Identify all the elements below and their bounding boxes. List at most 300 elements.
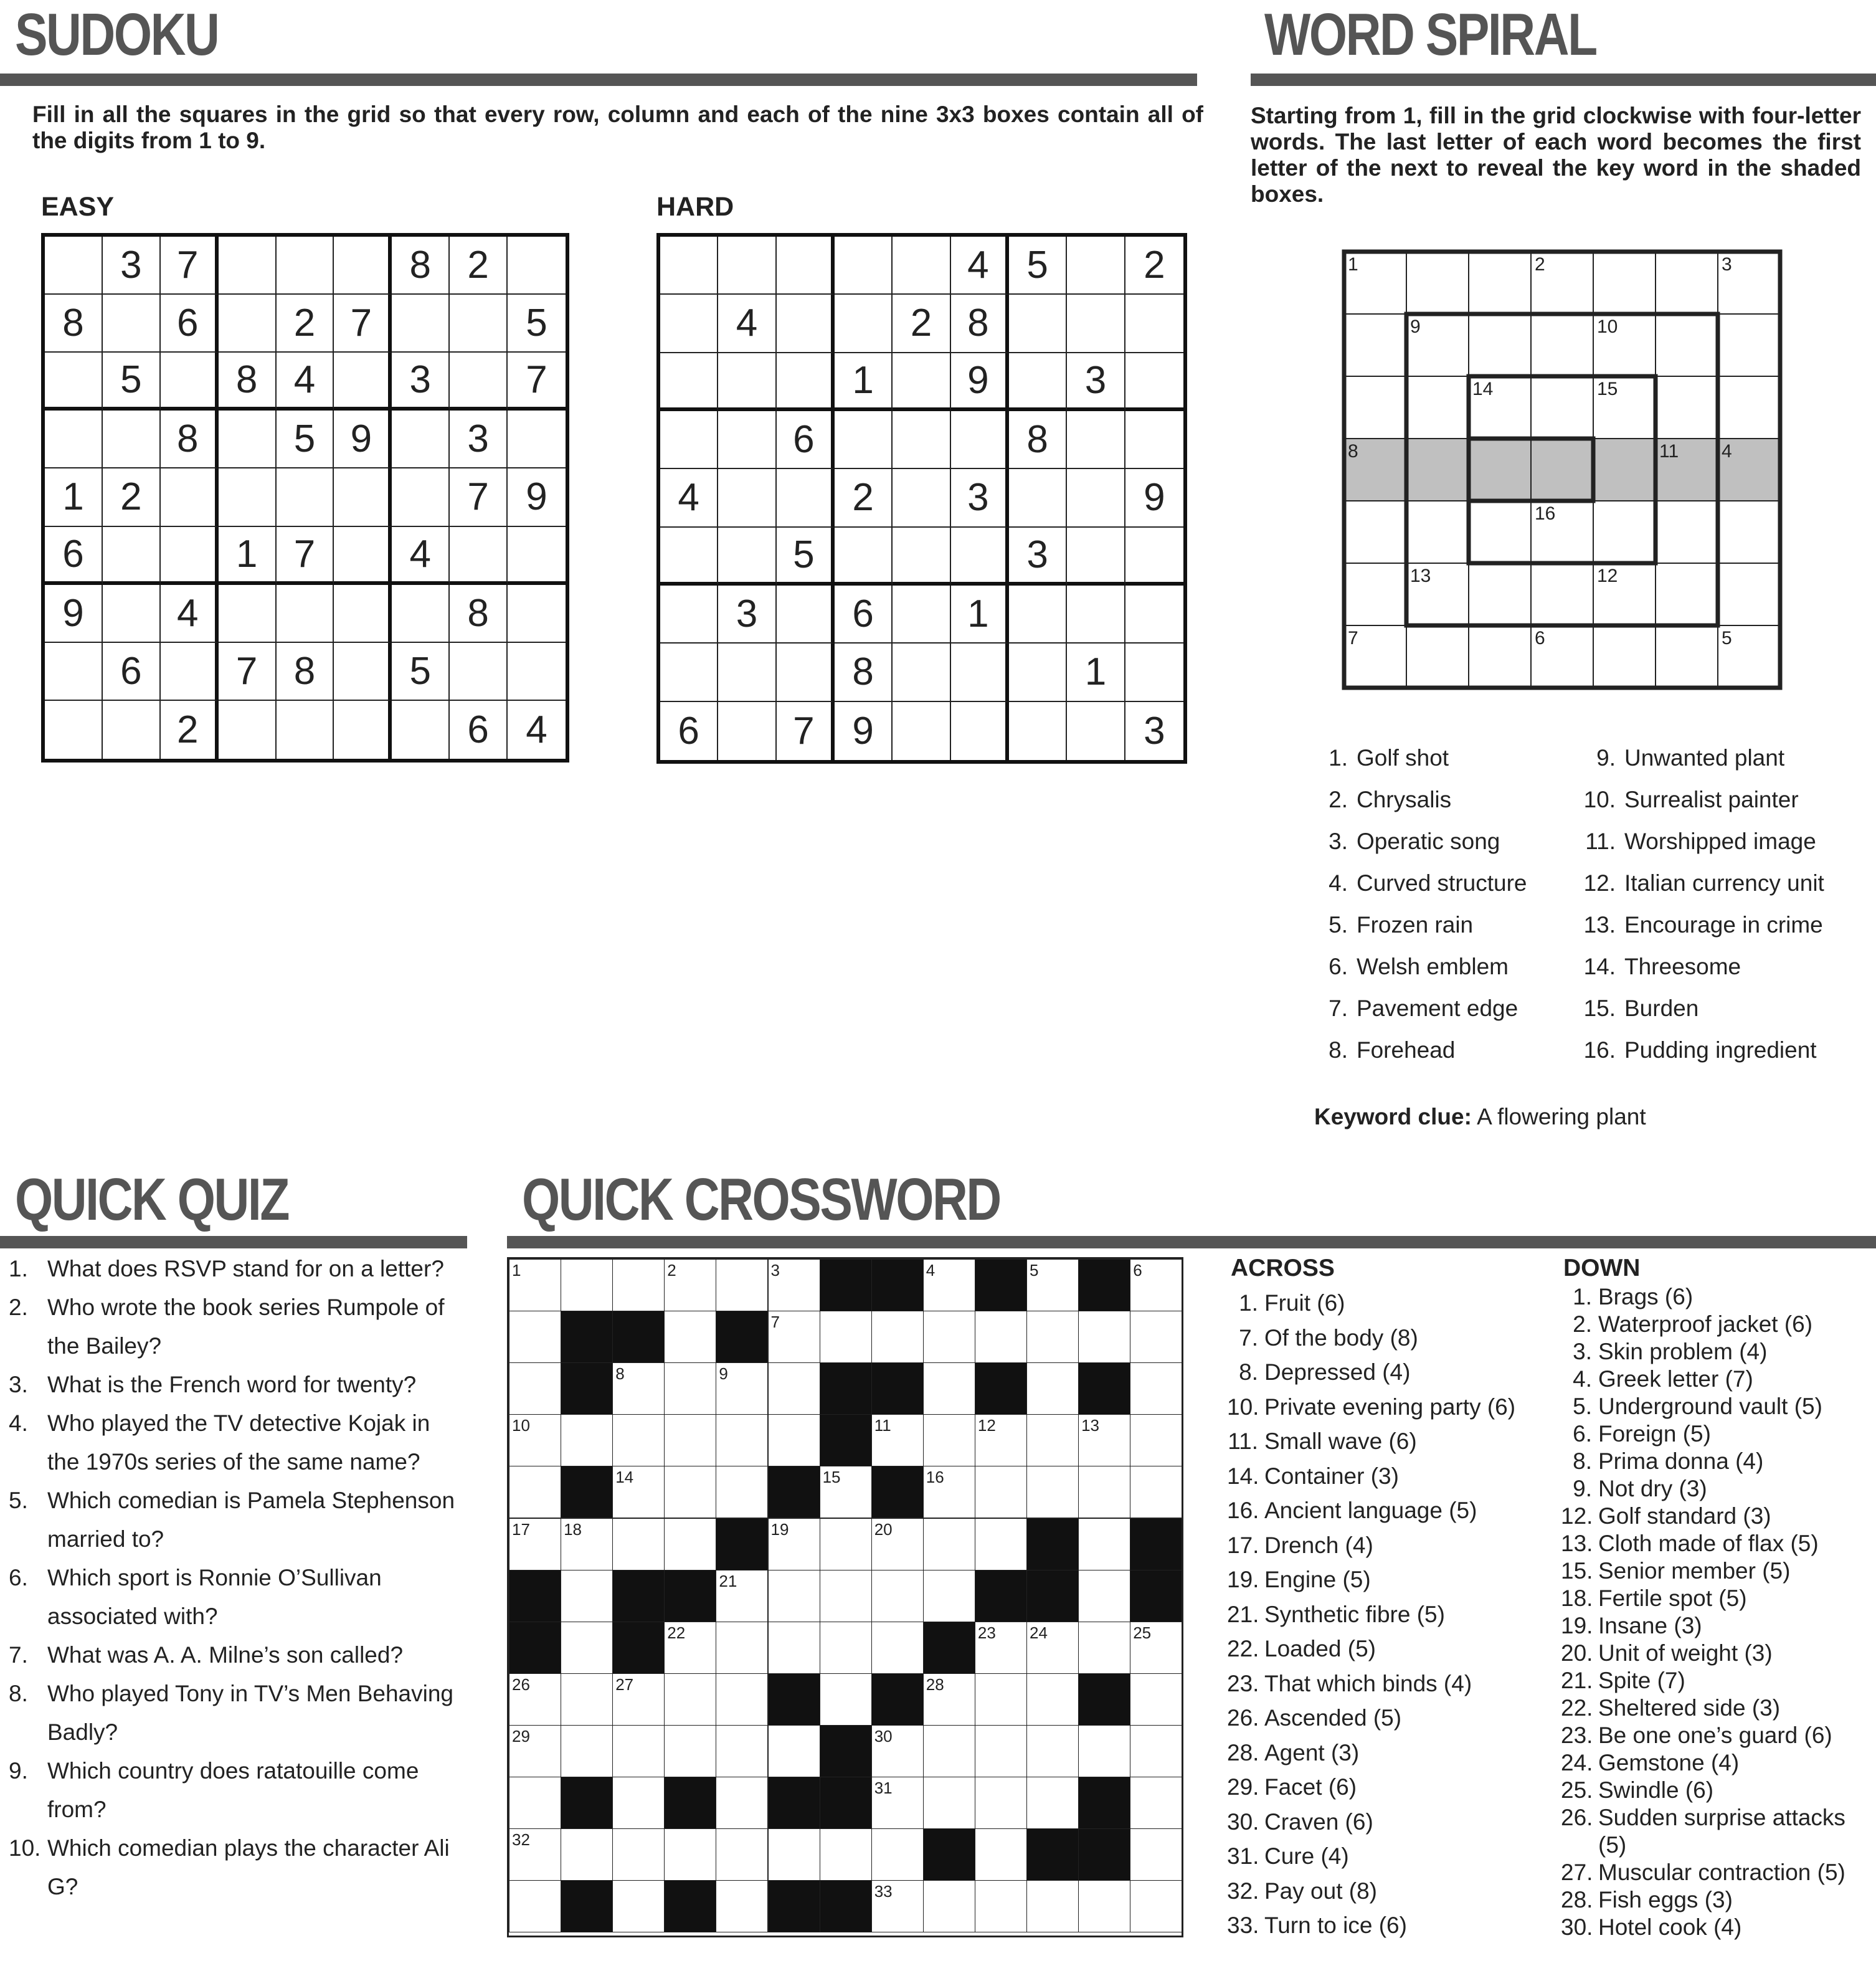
sudoku-cell[interactable]: 4 bbox=[660, 469, 718, 527]
crossword-cell[interactable] bbox=[561, 1259, 613, 1311]
sudoku-cell[interactable] bbox=[1009, 353, 1067, 411]
crossword-cell[interactable] bbox=[1130, 1828, 1182, 1881]
sudoku-cell[interactable] bbox=[334, 585, 392, 643]
sudoku-cell[interactable]: 7 bbox=[777, 702, 835, 760]
sudoku-cell[interactable] bbox=[508, 585, 566, 643]
spiral-clue-text: Italian currency unit bbox=[1624, 870, 1824, 896]
sudoku-cell[interactable]: 9 bbox=[1125, 469, 1183, 527]
sudoku-cell[interactable] bbox=[893, 528, 950, 586]
sudoku-cell[interactable] bbox=[219, 295, 277, 353]
crossword-cell[interactable] bbox=[509, 1828, 561, 1881]
sudoku-cell[interactable] bbox=[893, 353, 950, 411]
sudoku-cell[interactable] bbox=[277, 585, 334, 643]
sudoku-cell[interactable] bbox=[45, 411, 103, 468]
crossword-cell[interactable] bbox=[1078, 1311, 1130, 1363]
down-clue bbox=[1561, 1886, 1872, 1914]
sudoku-cell[interactable]: 5 bbox=[777, 528, 835, 586]
sudoku-cell[interactable] bbox=[508, 527, 566, 585]
spiral-clue bbox=[1319, 820, 1581, 862]
crossword-cell[interactable] bbox=[1026, 1311, 1079, 1363]
sudoku-cell[interactable]: 6 bbox=[660, 702, 718, 760]
crossword-cell[interactable] bbox=[664, 1725, 716, 1777]
crossword-cell[interactable] bbox=[975, 1725, 1027, 1777]
crossword-cell[interactable] bbox=[664, 1622, 716, 1674]
crossword-cell[interactable] bbox=[923, 1311, 975, 1363]
crossword-cell[interactable] bbox=[509, 1777, 561, 1829]
crossword-cell[interactable] bbox=[1130, 1466, 1182, 1518]
crossword-cell[interactable] bbox=[871, 1777, 924, 1829]
sudoku-cell[interactable] bbox=[893, 702, 950, 760]
sudoku-cell[interactable] bbox=[893, 237, 950, 295]
sudoku-cell[interactable]: 1 bbox=[45, 468, 103, 526]
crossword-cell[interactable] bbox=[716, 1259, 768, 1311]
crossword-cell[interactable] bbox=[716, 1828, 768, 1881]
sudoku-cell[interactable]: 8 bbox=[219, 353, 277, 411]
sudoku-cell[interactable] bbox=[660, 411, 718, 469]
crossword-cell[interactable] bbox=[975, 1311, 1027, 1363]
sudoku-cell[interactable] bbox=[450, 643, 508, 701]
sudoku-cell[interactable] bbox=[103, 585, 161, 643]
sudoku-cell[interactable] bbox=[835, 411, 893, 469]
crossword-cell[interactable] bbox=[1026, 1362, 1079, 1415]
crossword-cell[interactable] bbox=[612, 1880, 665, 1932]
crossword-cell[interactable] bbox=[820, 1570, 872, 1622]
crossword-cell[interactable] bbox=[923, 1673, 975, 1726]
sudoku-cell[interactable] bbox=[718, 702, 776, 760]
sudoku-cell[interactable] bbox=[951, 528, 1009, 586]
sudoku-cell[interactable]: 5 bbox=[1009, 237, 1067, 295]
crossword-cell[interactable] bbox=[1130, 1880, 1182, 1932]
sudoku-cell[interactable] bbox=[161, 468, 219, 526]
crossword-cell[interactable] bbox=[768, 1414, 820, 1466]
crossword-cell[interactable] bbox=[664, 1311, 716, 1363]
crossword-cell[interactable] bbox=[975, 1466, 1027, 1518]
crossword-cell[interactable] bbox=[561, 1828, 613, 1881]
crossword-cell[interactable] bbox=[820, 1311, 872, 1363]
sudoku-cell[interactable] bbox=[392, 295, 450, 353]
sudoku-cell[interactable] bbox=[660, 528, 718, 586]
sudoku-cell[interactable]: 9 bbox=[508, 468, 566, 526]
sudoku-cell[interactable] bbox=[1125, 586, 1183, 644]
crossword-cell[interactable] bbox=[923, 1880, 975, 1932]
crossword-cell[interactable] bbox=[561, 1518, 613, 1570]
crossword-cell[interactable] bbox=[716, 1673, 768, 1726]
sudoku-cell[interactable]: 5 bbox=[508, 295, 566, 353]
sudoku-cell[interactable]: 7 bbox=[219, 643, 277, 701]
sudoku-cell[interactable] bbox=[1125, 644, 1183, 701]
crossword-cell[interactable] bbox=[975, 1518, 1027, 1570]
spiral-cell-number: 11 bbox=[1659, 441, 1679, 462]
sudoku-cell[interactable] bbox=[1009, 295, 1067, 353]
crossword-cell[interactable] bbox=[716, 1725, 768, 1777]
sudoku-cell[interactable] bbox=[277, 701, 334, 759]
sudoku-cell[interactable] bbox=[103, 701, 161, 759]
crossword-cell[interactable] bbox=[509, 1466, 561, 1518]
sudoku-cell[interactable] bbox=[660, 295, 718, 353]
sudoku-cell[interactable] bbox=[392, 585, 450, 643]
crossword-cell[interactable] bbox=[1130, 1725, 1182, 1777]
crossword-cell[interactable] bbox=[716, 1414, 768, 1466]
crossword-cell[interactable] bbox=[664, 1828, 716, 1881]
sudoku-cell[interactable] bbox=[1125, 353, 1183, 411]
sudoku-cell[interactable] bbox=[777, 295, 835, 353]
sudoku-cell[interactable] bbox=[219, 237, 277, 295]
sudoku-cell[interactable]: 5 bbox=[103, 353, 161, 411]
crossword-cell[interactable] bbox=[612, 1414, 665, 1466]
sudoku-cell[interactable] bbox=[1009, 644, 1067, 701]
sudoku-cell[interactable]: 4 bbox=[277, 353, 334, 411]
sudoku-cell[interactable] bbox=[835, 237, 893, 295]
crossword-cell[interactable] bbox=[1026, 1777, 1079, 1829]
sudoku-cell[interactable] bbox=[508, 643, 566, 701]
crossword-cell[interactable] bbox=[923, 1259, 975, 1311]
sudoku-cell[interactable] bbox=[219, 701, 277, 759]
crossword-cell[interactable] bbox=[664, 1414, 716, 1466]
crossword-cell[interactable] bbox=[612, 1259, 665, 1311]
sudoku-cell[interactable] bbox=[893, 586, 950, 644]
sudoku-cell[interactable] bbox=[450, 353, 508, 411]
crossword-cell[interactable] bbox=[1130, 1777, 1182, 1829]
sudoku-cell[interactable] bbox=[1067, 469, 1125, 527]
sudoku-cell[interactable]: 2 bbox=[1125, 237, 1183, 295]
sudoku-cell[interactable] bbox=[835, 528, 893, 586]
sudoku-cell[interactable]: 9 bbox=[334, 411, 392, 468]
sudoku-cell[interactable] bbox=[45, 643, 103, 701]
crossword-cell[interactable] bbox=[664, 1466, 716, 1518]
sudoku-cell[interactable] bbox=[219, 585, 277, 643]
sudoku-cell[interactable] bbox=[219, 411, 277, 468]
crossword-cell[interactable] bbox=[871, 1311, 924, 1363]
crossword-cell[interactable] bbox=[820, 1518, 872, 1570]
sudoku-cell[interactable] bbox=[45, 701, 103, 759]
sudoku-cell[interactable]: 7 bbox=[450, 468, 508, 526]
sudoku-cell[interactable] bbox=[1125, 528, 1183, 586]
sudoku-cell[interactable] bbox=[392, 701, 450, 759]
crossword-cell[interactable] bbox=[1078, 1880, 1130, 1932]
sudoku-cell[interactable] bbox=[718, 469, 776, 527]
sudoku-cell[interactable] bbox=[103, 295, 161, 353]
sudoku-cell[interactable] bbox=[277, 237, 334, 295]
sudoku-cell[interactable] bbox=[777, 353, 835, 411]
crossword-cell[interactable] bbox=[509, 1725, 561, 1777]
sudoku-cell[interactable] bbox=[103, 527, 161, 585]
sudoku-cell[interactable]: 4 bbox=[951, 237, 1009, 295]
sudoku-cell[interactable] bbox=[660, 644, 718, 701]
sudoku-cell[interactable]: 5 bbox=[277, 411, 334, 468]
crossword-cell[interactable] bbox=[975, 1673, 1027, 1726]
sudoku-cell[interactable]: 9 bbox=[951, 353, 1009, 411]
sudoku-cell[interactable]: 7 bbox=[277, 527, 334, 585]
crossword-cell[interactable] bbox=[664, 1518, 716, 1570]
crossword-cell[interactable] bbox=[1026, 1673, 1079, 1726]
crossword-cell[interactable] bbox=[612, 1828, 665, 1881]
crossword-cell[interactable] bbox=[923, 1362, 975, 1415]
sudoku-cell[interactable]: 6 bbox=[835, 586, 893, 644]
sudoku-cell[interactable]: 2 bbox=[835, 469, 893, 527]
crossword-cell[interactable] bbox=[1130, 1259, 1182, 1311]
sudoku-cell[interactable] bbox=[1067, 702, 1125, 760]
sudoku-cell[interactable]: 4 bbox=[392, 527, 450, 585]
sudoku-cell[interactable]: 6 bbox=[450, 701, 508, 759]
sudoku-cell[interactable] bbox=[777, 237, 835, 295]
crossword-cell[interactable] bbox=[1078, 1414, 1130, 1466]
sudoku-cell[interactable] bbox=[718, 411, 776, 469]
sudoku-cell[interactable]: 6 bbox=[103, 643, 161, 701]
crossword-cell[interactable] bbox=[975, 1880, 1027, 1932]
sudoku-cell[interactable]: 1 bbox=[951, 586, 1009, 644]
crossword-cell[interactable] bbox=[871, 1622, 924, 1674]
crossword-cell[interactable] bbox=[923, 1725, 975, 1777]
crossword-cell[interactable] bbox=[1130, 1414, 1182, 1466]
sudoku-cell[interactable] bbox=[1009, 702, 1067, 760]
sudoku-cell[interactable]: 8 bbox=[951, 295, 1009, 353]
crossword-cell[interactable] bbox=[716, 1880, 768, 1932]
sudoku-cell[interactable]: 8 bbox=[1009, 411, 1067, 469]
crossword-cell[interactable] bbox=[612, 1777, 665, 1829]
sudoku-cell[interactable] bbox=[893, 411, 950, 469]
sudoku-cell[interactable] bbox=[1009, 469, 1067, 527]
sudoku-cell[interactable] bbox=[718, 353, 776, 411]
crossword-cell[interactable] bbox=[923, 1570, 975, 1622]
crossword-cell[interactable] bbox=[612, 1725, 665, 1777]
crossword-cell[interactable] bbox=[1130, 1673, 1182, 1726]
sudoku-cell[interactable]: 1 bbox=[219, 527, 277, 585]
crossword-cell[interactable] bbox=[509, 1259, 561, 1311]
crossword-cell[interactable] bbox=[561, 1725, 613, 1777]
sudoku-cell[interactable]: 6 bbox=[161, 295, 219, 353]
crossword-cell[interactable] bbox=[561, 1622, 613, 1674]
sudoku-easy-grid bbox=[41, 233, 569, 763]
sudoku-cell[interactable]: 3 bbox=[1067, 353, 1125, 411]
crossword-cell[interactable] bbox=[871, 1414, 924, 1466]
crossword-cell[interactable] bbox=[820, 1673, 872, 1726]
sudoku-cell[interactable] bbox=[1067, 586, 1125, 644]
crossword-cell[interactable] bbox=[923, 1466, 975, 1518]
crossword-cell-number: 16 bbox=[926, 1468, 944, 1487]
sudoku-cell[interactable] bbox=[777, 644, 835, 701]
crossword-cell[interactable] bbox=[820, 1622, 872, 1674]
sudoku-cell[interactable] bbox=[1067, 295, 1125, 353]
crossword-cell[interactable] bbox=[1026, 1259, 1079, 1311]
sudoku-cell[interactable] bbox=[219, 468, 277, 526]
spiral-clue-text: Pavement edge bbox=[1357, 995, 1518, 1021]
clue-text: Cure (4) bbox=[1264, 1843, 1349, 1869]
sudoku-cell[interactable]: 4 bbox=[718, 295, 776, 353]
crossword-cell[interactable] bbox=[561, 1673, 613, 1726]
clue-number: 30. bbox=[1561, 1914, 1593, 1940]
crossword-cell[interactable] bbox=[664, 1673, 716, 1726]
crossword-cell[interactable] bbox=[1130, 1311, 1182, 1363]
sudoku-cell[interactable] bbox=[660, 586, 718, 644]
sudoku-cell[interactable] bbox=[334, 237, 392, 295]
sudoku-cell[interactable]: 1 bbox=[835, 353, 893, 411]
sudoku-cell[interactable] bbox=[508, 237, 566, 295]
crossword-cell[interactable] bbox=[1026, 1622, 1079, 1674]
crossword-cell[interactable] bbox=[871, 1725, 924, 1777]
crossword-cell[interactable] bbox=[768, 1311, 820, 1363]
crossword-cell[interactable] bbox=[509, 1880, 561, 1932]
sudoku-cell[interactable]: 4 bbox=[526, 708, 547, 751]
crossword-cell[interactable] bbox=[768, 1725, 820, 1777]
crossword-cell[interactable] bbox=[716, 1570, 768, 1622]
crossword-cell[interactable] bbox=[923, 1518, 975, 1570]
sudoku-cell[interactable] bbox=[777, 586, 835, 644]
sudoku-cell[interactable]: 3 bbox=[951, 469, 1009, 527]
crossword-cell[interactable] bbox=[716, 1362, 768, 1415]
sudoku-cell[interactable] bbox=[777, 469, 835, 527]
crossword-cell[interactable] bbox=[768, 1828, 820, 1881]
sudoku-cell[interactable] bbox=[334, 353, 392, 411]
sudoku-cell[interactable]: 2 bbox=[450, 237, 508, 295]
crossword-cell[interactable] bbox=[768, 1622, 820, 1674]
crossword-cell[interactable] bbox=[820, 1466, 872, 1518]
crossword-cell[interactable] bbox=[612, 1518, 665, 1570]
crossword-cell[interactable] bbox=[871, 1828, 924, 1881]
sudoku-cell[interactable] bbox=[161, 527, 219, 585]
sudoku-cell[interactable]: 2 bbox=[277, 295, 334, 353]
sudoku-cell[interactable]: 9 bbox=[45, 585, 103, 643]
quick-quiz-title: QUICK QUIZ bbox=[15, 1166, 288, 1233]
sudoku-cell[interactable]: 3 bbox=[392, 353, 450, 411]
sudoku-cell[interactable] bbox=[450, 295, 508, 353]
crossword-cell[interactable] bbox=[871, 1880, 924, 1932]
crossword-cell[interactable] bbox=[509, 1362, 561, 1415]
sudoku-cell[interactable] bbox=[718, 237, 776, 295]
sudoku-cell[interactable]: 8 bbox=[450, 585, 508, 643]
sudoku-cell[interactable]: 3 bbox=[718, 586, 776, 644]
crossword-cell[interactable] bbox=[612, 1673, 665, 1726]
sudoku-cell[interactable] bbox=[334, 701, 392, 759]
crossword-cell[interactable] bbox=[1026, 1414, 1079, 1466]
crossword-black-cell bbox=[1078, 1673, 1130, 1726]
sudoku-cell[interactable] bbox=[951, 702, 1009, 760]
sudoku-cell[interactable] bbox=[103, 411, 161, 468]
crossword-cell[interactable] bbox=[1026, 1725, 1079, 1777]
sudoku-cell[interactable]: 6 bbox=[45, 527, 103, 585]
crossword-cell[interactable] bbox=[509, 1673, 561, 1726]
sudoku-cell[interactable]: 3 bbox=[103, 237, 161, 295]
crossword-cell[interactable] bbox=[975, 1777, 1027, 1829]
sudoku-cell[interactable] bbox=[1067, 411, 1125, 469]
sudoku-cell[interactable] bbox=[1125, 411, 1183, 469]
sudoku-cell[interactable] bbox=[1067, 528, 1125, 586]
sudoku-cell[interactable] bbox=[1009, 586, 1067, 644]
sudoku-cell[interactable]: 8 bbox=[161, 411, 219, 468]
sudoku-cell[interactable]: 2 bbox=[161, 701, 219, 759]
sudoku-cell[interactable] bbox=[277, 468, 334, 526]
crossword-cell[interactable] bbox=[975, 1828, 1027, 1881]
sudoku-cell[interactable]: 5 bbox=[392, 643, 450, 701]
crossword-cell[interactable] bbox=[923, 1777, 975, 1829]
crossword-cell[interactable] bbox=[716, 1622, 768, 1674]
sudoku-cell[interactable]: 6 bbox=[777, 411, 835, 469]
crossword-cell[interactable] bbox=[1078, 1622, 1130, 1674]
sudoku-cell[interactable] bbox=[660, 353, 718, 411]
crossword-cell[interactable] bbox=[768, 1570, 820, 1622]
sudoku-cell[interactable] bbox=[835, 295, 893, 353]
sudoku-cell[interactable] bbox=[45, 237, 103, 295]
crossword-cell[interactable] bbox=[768, 1518, 820, 1570]
sudoku-cell[interactable] bbox=[893, 469, 950, 527]
sudoku-cell[interactable] bbox=[951, 644, 1009, 701]
crossword-cell[interactable] bbox=[975, 1622, 1027, 1674]
crossword-cell[interactable] bbox=[1026, 1880, 1079, 1932]
crossword-cell[interactable] bbox=[612, 1362, 665, 1415]
crossword-cell[interactable] bbox=[1026, 1466, 1079, 1518]
sudoku-cell[interactable] bbox=[718, 528, 776, 586]
sudoku-cell[interactable] bbox=[1125, 295, 1183, 353]
sudoku-cell[interactable] bbox=[508, 411, 566, 468]
crossword-cell[interactable] bbox=[1078, 1518, 1130, 1570]
sudoku-cell[interactable] bbox=[1067, 237, 1125, 295]
crossword-cell[interactable] bbox=[716, 1777, 768, 1829]
sudoku-cell[interactable] bbox=[450, 527, 508, 585]
crossword-cell[interactable] bbox=[923, 1414, 975, 1466]
crossword-cell[interactable] bbox=[768, 1362, 820, 1415]
crossword-cell[interactable] bbox=[561, 1414, 613, 1466]
sudoku-cell[interactable] bbox=[161, 643, 219, 701]
sudoku-cell[interactable] bbox=[660, 237, 718, 295]
crossword-cell[interactable] bbox=[871, 1570, 924, 1622]
sudoku-cell[interactable] bbox=[392, 411, 450, 468]
sudoku-cell[interactable]: 8 bbox=[277, 643, 334, 701]
sudoku-cell[interactable]: 3 bbox=[1144, 709, 1165, 753]
crossword-cell[interactable] bbox=[1130, 1622, 1182, 1674]
crossword-cell[interactable] bbox=[975, 1414, 1027, 1466]
crossword-cell[interactable] bbox=[1078, 1725, 1130, 1777]
crossword-cell[interactable] bbox=[664, 1362, 716, 1415]
sudoku-cell[interactable]: 8 bbox=[392, 237, 450, 295]
sudoku-cell[interactable] bbox=[334, 527, 392, 585]
sudoku-cell[interactable]: 2 bbox=[103, 468, 161, 526]
crossword-cell[interactable] bbox=[1078, 1466, 1130, 1518]
sudoku-cell[interactable] bbox=[45, 353, 103, 411]
sudoku-cell[interactable] bbox=[718, 644, 776, 701]
sudoku-cell[interactable]: 3 bbox=[1009, 528, 1067, 586]
sudoku-cell[interactable]: 9 bbox=[835, 702, 893, 760]
crossword-cell[interactable] bbox=[664, 1259, 716, 1311]
sudoku-cell[interactable]: 2 bbox=[893, 295, 950, 353]
crossword-cell[interactable] bbox=[509, 1518, 561, 1570]
quiz-question bbox=[9, 1559, 463, 1636]
crossword-cell[interactable] bbox=[612, 1466, 665, 1518]
sudoku-cell[interactable]: 7 bbox=[161, 237, 219, 295]
crossword-cell[interactable] bbox=[561, 1570, 613, 1622]
crossword-cell[interactable] bbox=[820, 1828, 872, 1881]
sudoku-cell[interactable] bbox=[334, 468, 392, 526]
crossword-cell[interactable] bbox=[1130, 1362, 1182, 1415]
sudoku-cell[interactable]: 8 bbox=[45, 295, 103, 353]
sudoku-cell[interactable] bbox=[951, 411, 1009, 469]
sudoku-cell[interactable]: 3 bbox=[450, 411, 508, 468]
sudoku-cell[interactable] bbox=[334, 643, 392, 701]
sudoku-cell[interactable] bbox=[392, 468, 450, 526]
sudoku-cell[interactable] bbox=[893, 644, 950, 701]
crossword-cell[interactable] bbox=[716, 1466, 768, 1518]
sudoku-cell[interactable]: 7 bbox=[508, 353, 566, 411]
sudoku-cell[interactable]: 8 bbox=[835, 644, 893, 701]
crossword-cell[interactable] bbox=[1078, 1570, 1130, 1622]
sudoku-cell[interactable] bbox=[161, 353, 219, 411]
crossword-cell[interactable] bbox=[509, 1311, 561, 1363]
crossword-cell[interactable] bbox=[509, 1414, 561, 1466]
sudoku-cell[interactable]: 1 bbox=[1067, 644, 1125, 701]
crossword-cell[interactable] bbox=[871, 1518, 924, 1570]
sudoku-cell[interactable]: 7 bbox=[334, 295, 392, 353]
word-spiral-rule bbox=[1251, 74, 1876, 86]
crossword-cell[interactable] bbox=[768, 1259, 820, 1311]
sudoku-cell[interactable]: 4 bbox=[161, 585, 219, 643]
